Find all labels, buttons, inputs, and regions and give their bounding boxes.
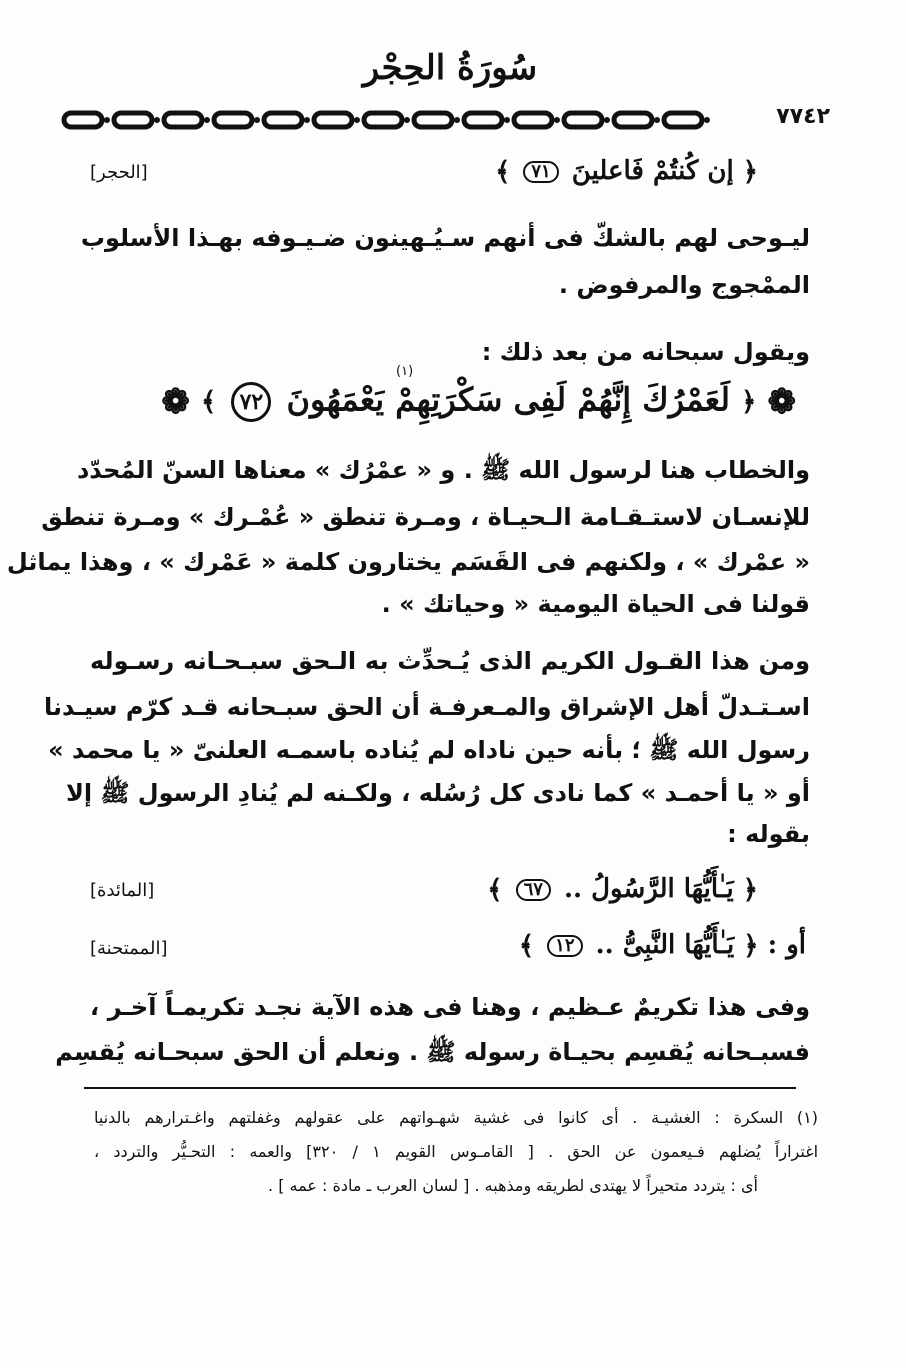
verse-text: يَـٰأَيُّهَا الرَّسُولُ .. — [563, 874, 734, 904]
chain-link — [164, 113, 202, 127]
surah-reference: [المائدة] — [90, 880, 155, 901]
chain-link — [514, 113, 552, 127]
chain-link — [64, 113, 102, 127]
chain-link — [414, 113, 452, 127]
chain-bead — [254, 117, 260, 123]
chain-bead — [404, 117, 410, 123]
decorative-chain-border — [60, 103, 746, 137]
verse-open-bracket: ﴿ — [742, 875, 758, 905]
paragraph-line: قولنا فى الحياة اليومية « وحياتك » . — [381, 590, 810, 618]
paragraph-line: رسول الله ﷺ ؛ بأنه حين ناداه لم يُناده باسمـه العلنىّ « يا محمد » — [48, 736, 810, 764]
verse-number: ٧١ — [523, 161, 558, 183]
paragraph-line: اسـتـدلّ أهل الإشراق والمـعرفـة أن الحق سبـحانه قـد كرّم سيـدنا — [43, 693, 810, 721]
chain-link — [614, 113, 652, 127]
chain-bead — [704, 117, 710, 123]
paragraph-line: وفى هذا تكريمٌ عـظيم ، وهنا فى هذه الآية نجـد تكريمـاً آخـر ، — [90, 993, 810, 1021]
surah-reference: [الممتحنة] — [90, 938, 168, 959]
verse-number: ٦٧ — [516, 879, 551, 901]
chain-bead — [204, 117, 210, 123]
verse-text: يَـٰأَيُّهَا النَّبِىُّ .. — [595, 930, 735, 960]
verse-number: ٧٢ — [231, 382, 271, 422]
footnote-marker: (١) — [396, 364, 414, 379]
verse-close-bracket: ﴾ — [518, 931, 535, 961]
chain-bead — [354, 117, 360, 123]
verse-open-bracket: ﴿ — [743, 931, 759, 961]
verse-prefix: أو : — [767, 930, 806, 960]
page-number: ٧٧٤٢ — [776, 104, 830, 129]
chain-bead — [154, 117, 160, 123]
paragraph-line: أو « يا أحمـد » كما نادى كل رُسُله ، ولكـنه لم يُنادِ الرسول ﷺ إلا — [66, 779, 810, 807]
chain-link — [664, 113, 702, 127]
footnote-divider — [84, 1087, 796, 1089]
paragraph-line: ومن هذا القـول الكريم الذى يُـحدِّث به الـحق سبـحـانه رسـوله — [90, 647, 810, 675]
chain-link — [364, 113, 402, 127]
paragraph-line: ويقول سبحانه من بعد ذلك : — [481, 338, 810, 366]
chain-bead — [654, 117, 660, 123]
footnote-line: اغتراراً يُضلهم فـيعمون عن الحق . [ القامـوس القويم ١ / ٣٢٠] والعمه : التحـيُّر والتردد ، — [94, 1142, 819, 1161]
chain-bead — [504, 117, 510, 123]
paragraph-line: بقوله : — [727, 820, 810, 848]
ornament-icon: ❁ — [767, 382, 796, 422]
paragraph-line: والخطاب هنا لرسول الله ﷺ . و « عمْرُك » معناها السنّ المُحدّد — [76, 456, 810, 484]
chain-bead — [304, 117, 310, 123]
chain-bead — [554, 117, 560, 123]
footnote-line: أى : يتردد متحيراً لا يهتدى لطريقه ومذهبه . [ لسان العرب ـ مادة : عمه ] . — [268, 1176, 758, 1195]
paragraph-line: فسبـحانه يُقسِم بحيـاة رسوله ﷺ . ونعلم أن الحق سبحـانه يُقسِم — [55, 1038, 810, 1066]
paragraph-line: « عمْرك » ، ولكنهم فى القَسَم يختارون كلمة « عَمْرك » ، وهذا يماثل — [6, 548, 810, 576]
verse-67 — [487, 876, 758, 903]
chain-bead — [104, 117, 110, 123]
chain-link — [214, 113, 252, 127]
paragraph-line: ليـوحى لهم بالشكّ فى أنهم سـيُـهينون ضـيـوفه بهـذا الأسلوب — [80, 224, 810, 252]
verse-number: ١٢ — [547, 935, 582, 957]
surah-title: سُورَةُ الحِجْر — [362, 48, 538, 88]
surah-reference: [الحجر] — [90, 162, 148, 183]
chain-bead — [604, 117, 610, 123]
verse-close-bracket: ﴾ — [201, 387, 217, 417]
chain-bead — [454, 117, 460, 123]
verse-open-bracket: ﴿ — [741, 387, 757, 417]
verse-open-bracket: ﴿ — [742, 157, 758, 187]
verse-text: لَعَمْرُكَ إِنَّهُمْ لَفِى سَكْرَتِهِمْ يَعْمَهُونَ — [286, 380, 730, 419]
verse-close-bracket: ﴾ — [487, 875, 503, 905]
footnote-line: (١) السكرة : الغشيـة . أى كانوا فى غشية شهـواتهم على عقولهم وغفلتهم واغـترارهم بالدنيا — [94, 1108, 818, 1127]
verse-12 — [519, 932, 806, 959]
chain-link — [464, 113, 502, 127]
paragraph-line: الممْجوج والمرفوض . — [558, 271, 810, 299]
verse-72 — [161, 382, 796, 422]
chain-link — [264, 113, 302, 127]
paragraph-line: للإنسـان لاستـقـامة الـحيـاة ، ومـرة تنطق « عُمْـرك » ومـرة تنطق — [41, 503, 810, 531]
ornament-icon: ❁ — [161, 382, 190, 422]
chain-link — [114, 113, 152, 127]
verse-text: إن كُنتُمْ فَاعلينَ — [571, 156, 734, 186]
chain-link — [314, 113, 352, 127]
verse-71 — [495, 158, 758, 185]
verse-close-bracket: ﴾ — [495, 157, 511, 187]
chain-link — [564, 113, 602, 127]
